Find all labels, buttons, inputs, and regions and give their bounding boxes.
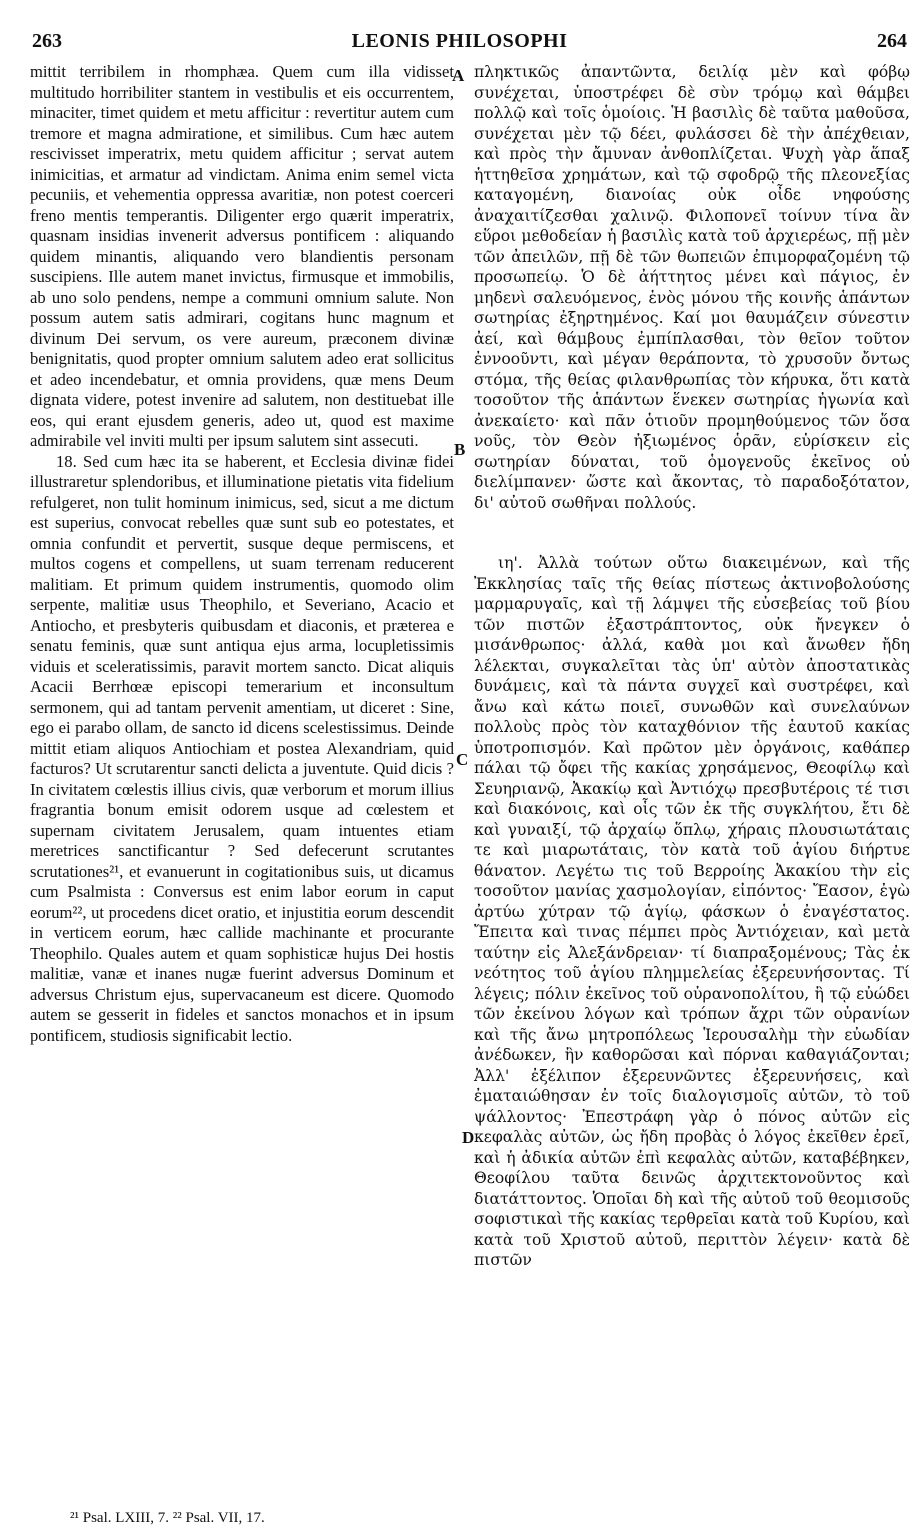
greek-paragraph-2: ιη'. Ἀλλὰ τούτων οὕτω διακειμένων, καὶ τῆς Ἐκκλησίας ταῖς τῆς θείας πίστεως ἀκτινοβολούσης μαρμαρυγαῖς, καὶ τῇ λάμψει τῆς εὐσεβείας τοῦ βίου τῶν πιστῶν ἐξαστράπτοντος, οὐκ ἤνεγκεν ὁ μισάνθρωπος· ἀλλά, καθὰ μοι καὶ ἄνωθεν ἤδη λέλεκται, συγκαλεῖται τὰς ὑπ' αὐτὸν ἀποστατικὰς δυνάμεις, καὶ τὰ πάντα συγχεῖ καὶ συστρέφει, καὶ ἄνω καὶ κάτω ποιεῖ, συνωθῶν καὶ συνελαύνων πολλοὺς πρὸς τὸν καταχθόνιον τῆς ἑαυτοῦ κακίας ὑποτροπισμόν. Καὶ πρῶτον μὲν ὀργάνοις, καθάπερ πάλαι τῷ ὄφει τῆς κακίας χρησάμενος, Θεοφίλῳ καὶ Σευηριανῷ, Ἀκακίῳ καὶ Ἀντιόχῳ πρεσβυτέροις τέ τισι καὶ διακόνοις, καὶ οἷς τῶν ἐκ τῆς συγκλήτου, ἔτι δὲ καὶ γυναιξί, τῷ ἀρχαίῳ ὅπλῳ, χήραις πλουσιωτάταις τε καὶ μιαρωτάταις, τὸν κατὰ τοῦ ἁγίου διήρτυε θάνατον. Λεγέτω τις τοῦ Βερροίης Ἀκακίου τὴν εἰς τοσοῦτον μανίας χασμολογίαν, εἰπόντος· Ἔασον, ἐγὼ ἀρτύω χύτραν τῷ ἁγίῳ, φάσκων ὁ ἐναγέστατος. Ἔπειτα καὶ τινας πέμπει πρὸς Ἀντιόχειαν, καὶ μετὰ ταύτην εἰς Ἀλεξάνδρειαν· τί διαπραξομένους; Τὰς ἐκ νεότητος τοῦ ἁγίου πλημμελείας ἐξερευνήσοντας. Τί λέγεις; πόλιν ἐκεῖνος τοῦ οὐρανοπολίτου, ἣ τῷ εὐώδει τῶν ἐκείνου λόγων καὶ τρόπων ἄχρι τῶν οὐρανίων καὶ τῆς ἄνω μητροπόλεως Ἱερουσαλὴμ τὴν εὐωδίαν ἀνέδωκεν, ἣν καθορῶσαι καὶ πόρναι καθαγιάζονται; Ἀλλ' ἐξέλιπον ἐξερευνῶντες ἐξερευνήσεις, καὶ ἐματαιώθησαν ἐν τοῖς διαλογισμοῖς αὐτῶν, τὸ τοῦ ψάλλοντος· Ἐπεστράφη γὰρ ὁ πόνος αὐτῶν εἰς κεφαλὰς αὐτῶν, ὡς ἤδη προβὰς ὁ λόγος ἐκεῖθεν ἐρεῖ, καὶ ἡ ἀδικία αὐτῶν ἐπὶ κεφαλὰς αὐτῶν, καταβέβηκεν, Θεοφίλου ταῦτα δεινῶς ἀρχιτεκτονοῦντος καὶ διατάττοντος. Ὁποῖαι δὴ καὶ τῆς αὐτοῦ τοῦ θεομισοῦς σοφιστικαὶ τῆς κακίας τερθρεῖαι κατὰ τοῦ Κυρίου, καὶ κατὰ τοῦ Χριστοῦ αὐτοῦ, περιττὸν λέγειν· κατὰ δὲ πιστῶν bbox=[474, 554, 910, 1269]
greek-column bbox=[474, 62, 910, 1271]
margin-letter-c: C bbox=[456, 750, 469, 769]
running-header bbox=[0, 30, 919, 56]
latin-paragraph-1: mittit terribilem in rhomphæa. Quem cum illa vidisset multitudo horribiliter stantem in vestibulis et eis occurrentem, minaciter, timet quidem et metu afficitur : revertitur autem cum tremore et magna admiratione, et similibus. Cum hæc autem rescivisset imperatrix, metu quidem afficitur ; servat autem inimicitias, et armatur ad vindictam. Anima enim semel victa pecuniis, et vehementia oppressa avaritiæ, non potest coerceri freno mentis temperantis. Diligenter ergo quærit imperatrix, quasnam insidias invenerit adversus pontificem : aliquando quidem minantis, aliquando vero blandientis personam suscipiens. Ille autem manet invictus, firmusque et immobilis, ab uno solo pendens, nempe a communi omnium salute. Non possum autem satis admirari, cogitans hunc magnum et divinum Dei servum, os vere aureum, præconem divinæ benignitatis, quod propter omnium salutem adeo erat sollicitus et adeo incendebatur, et omnia providens, quæ mens Deum dignata videre, potest invenire ad salutem, non destituebat ille eos, qui erant ejusdem generis, adeo ut, quod est maxime admirabile vel inviti multi per ipsum salutem sint assecuti. bbox=[30, 62, 454, 450]
footnotes: ²¹ Psal. LXIII, 7. ²² Psal. VII, 17. bbox=[70, 1510, 265, 1526]
margin-letter-b: B bbox=[454, 440, 466, 459]
page-number-right: 264 bbox=[877, 30, 907, 52]
margin-letter-a: A bbox=[452, 66, 465, 85]
running-title: LEONIS PHILOSOPHI bbox=[351, 30, 568, 52]
margin-letter-d: D bbox=[462, 1128, 475, 1147]
latin-paragraph-2: 18. Sed cum hæc ita se haberent, et Ecclesia divinæ fidei illustraretur splendoribus, et illuminatione pietatis vita fidelium refulgeret, non tulit hominum inimicus, sed, sicut a me dictum est superius, convocat rebelles quæ sunt sub eo potestates, et omnia confundit et pervertit, susque deque permiscens, et multos cogens et compellens, ut suam terrenam reducerent malitiam. Et primum quidem instrumentis, quomodo olim serpente, malitiæ usus Theophilo, et Severiano, Acacio et Antiocho, et presbyteris quibusdam et diaconis, et præterea e senatu feminis, quæ sunt antiqua ejus arma, locupletissimis viduis et sceleratissimis, paravit mortem sancto. Dicat aliquis Acacii Berrhœæ episcopi temerarium et inconsultum sermonem, qui ad tantam pervenit amentiam, ut diceret : Sine, ego ei parabo ollam, de sancto id dicens scelestissimus. Deinde mittit etiam aliquos Antiochiam et postea Alexandriam, quid facturos? Ut scrutarentur sancti delicta a juventute. Quid dicis ? In civitatem cœlestis illius civis, quæ verborum et morum illius fragrantia bonum emisit odorem usque ad cœlestem et supernam civitatem Jerusalem, quam intuentes etiam meretrices sanctificantur ? Sed defecerunt scrutantes scrutationes²¹, et evanuerunt in cogitationibus suis, ut dicamus cum Psalmista : Conversus est enim labor eorum in caput eorum²², ut procedens dicet oratio, et injustitia eorum descendit in verticem eorum, hæc callide machinante et procurante Theophilo. Quales autem et quam sophisticæ hujus Dei hostis malitiæ, vanæ et inanes nugæ fuerint adversus Dominum et adversus Christum ejus, supervacaneum est dicere. Quomodo autem se gesserit in fideles et sanctos monachos et in ipsum pontificem, studiosis significabit lectio. bbox=[30, 451, 454, 1045]
latin-column bbox=[30, 62, 454, 1046]
greek-paragraph-1: πληκτικῶς ἀπαντῶντα, δειλίᾳ μὲν καὶ φόβῳ συνέχεται, ὑποστρέφει δὲ σὺν τρόμῳ καὶ θάμβει πολλῷ καὶ τοῖς ὁμοίοις. Ἡ βασιλὶς δὲ ταῦτα μαθοῦσα, συνέχεται μὲν τῷ δέει, φυλάσσει δὲ τὴν ἀπέχθειαν, καὶ πρὸς τὴν ἄμυναν ἀνθοπλίζεται. Ψυχὴ γὰρ ἅπαξ ἡττηθεῖσα χρημάτων, καὶ τῷ σφοδρῷ τῆς πλεονεξίας καταγομένη, διανοίας οὐκ οἶδε νηφούσης ἀναχαιτίζεσθαι χαλινῷ. Φιλοπονεῖ τοίνυν τίνα ἂν εὕροι μεθοδείαν ἡ βασιλὶς κατὰ τοῦ ἀρχιερέως, πῇ μὲν τῶν ἀπειλῶν, πῇ δὲ τῶν θωπειῶν ἐπιμορφαζομένη τῷ προσωπείῳ. Ὁ δὲ ἀήττητος μένει καὶ πάγιος, ἐν μηδενὶ σαλευόμενος, ἑνὸς μόνου τῆς κοινῆς ἁπάντων σωτηρίας ἐξηρτημένος. Καί μοι θαυμάζειν σύνεστιν ἀεί, καὶ θάμβους ἐμπίπλασθαι, τὸν θεῖον τοῦτον ἐννοοῦντι, καὶ μέγαν θεράποντα, τὸ χρυσοῦν ὄντως στόμα, τῆς θείας φιλανθρωπίας τὸν κήρυκα, ὅτι κατὰ τοσοῦτον τῆς ἁπάντων ἕνεκεν σωτηρίας ἠγωνία καὶ ἀνεκαίετο· καὶ πᾶν ὁτιοῦν προμηθούμενος τῶν ὅσα νοῦς, τὸν Θεὸν ἠξιωμένος ὁρᾶν, εὑρίσκειν εἰς σωτηρίαν δύναται, τοῦ ὁμογενοῦς ἐκεῖνος οὐ διελίμπανεν· ὥστε καὶ ἄκοντας, τὸ παραδοξότατον, δι' αὐτοῦ σωθῆναι πολλούς. bbox=[474, 63, 910, 512]
page-number-left: 263 bbox=[32, 30, 62, 52]
